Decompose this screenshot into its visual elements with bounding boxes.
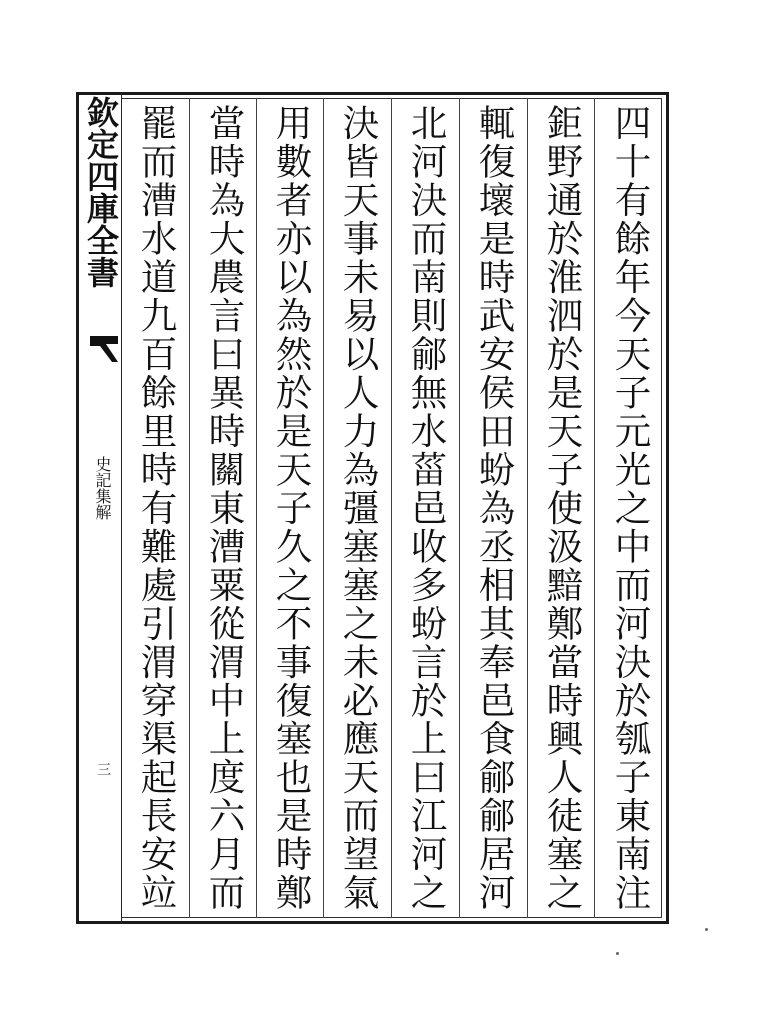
- text-column: 輒復壞是時武安侯田蚡為丞相其奉邑食鄃鄃居河: [473, 104, 516, 912]
- speck: [705, 928, 708, 931]
- column-rule: [527, 98, 528, 918]
- column-rule: [323, 98, 324, 918]
- speck: [616, 952, 619, 955]
- text-column: 北河決而南則鄃無水菑邑收多蚡言於上曰江河之: [405, 104, 448, 912]
- fishtail-mark-icon: [88, 334, 120, 364]
- column-rule: [459, 98, 460, 918]
- page-number: 三: [95, 762, 111, 776]
- text-column: 鉅野通於淮泗於是天子使汲黯鄭當時興人徒塞之: [541, 104, 584, 912]
- text-column: 四十有餘年今天子元光之中而河決於瓠子東南注: [609, 104, 652, 912]
- column-rule: [189, 98, 190, 918]
- column-rule: [391, 98, 392, 918]
- gutter-divider: [121, 92, 122, 924]
- column-rule: [256, 98, 257, 918]
- book-title: 史記集解: [93, 456, 112, 520]
- text-column: 當時為大農言曰異時關東漕粟從渭中上度六月而: [203, 104, 246, 912]
- text-column: 決皆天事未易以人力為彊塞塞之未必應天而望氣: [337, 104, 380, 912]
- column-rule: [594, 98, 595, 918]
- text-column: 用數者亦以為然於是天子久之不事復塞也是時鄭: [270, 104, 313, 912]
- book-series-title: 欽定四庫全書: [82, 96, 120, 288]
- text-column: 罷而漕水道九百餘里時有難處引渭穿渠起長安竝: [135, 104, 178, 912]
